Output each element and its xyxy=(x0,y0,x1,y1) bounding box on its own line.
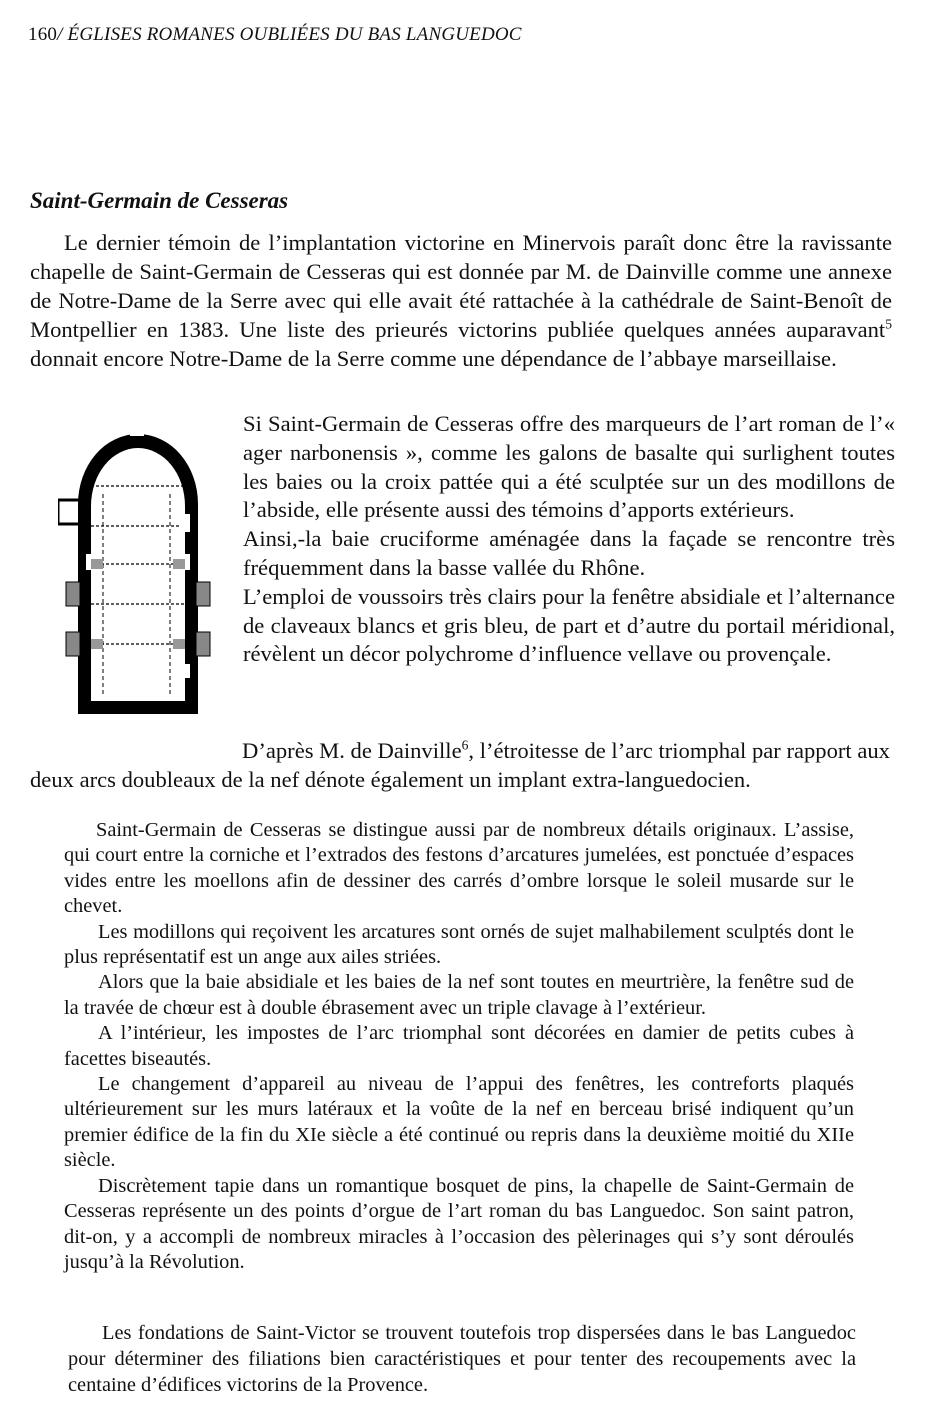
body-paragraph: Alors que la baie absidiale et les baies de la nef sont toutes en meurtrière, la fenêtre sud de la travée de chœur est à double ébrasement avec un triple clavage à l’extérieur. xyxy=(64,971,854,1019)
body-paragraph: Le changement d’appareil au niveau de l’appui des fenêtres, les contreforts plaqués ultérieurement sur les murs latéraux et la voûte de la nef en berceau brisé indiquent qu’un premier édifice de la fin du XIe siècle a été continué ou repris dans la deuxième moitié du XIIe siècle. xyxy=(64,1073,854,1172)
running-title: ÉGLISES ROMANES OUBLIÉES DU BAS LANGUEDOC xyxy=(67,24,522,45)
body-text xyxy=(64,818,854,1275)
body-paragraph: Les modillons qui reçoivent les arcatures sont ornés de sujet malhabilement sculptés dont le plus représentatif est un ange aux ailes striées. xyxy=(64,920,854,969)
running-head-separator: / xyxy=(57,24,63,45)
running-head xyxy=(28,24,522,46)
body-paragraph: Discrètement tapie dans un romantique bosquet de pins, la chapelle de Saint-Germain de Cesseras représente un des points d’orgue de l’art roman du bas Languedoc. Son saint patron, dit-on, y a accompli de nombreux miracles à l’occasion des pèlerinages qui s’y sont déroulés jusqu’à la Révolution. xyxy=(64,1174,854,1273)
plan-apse-window xyxy=(130,422,144,436)
body-paragraph: Saint-Germain de Cesseras se distingue aussi par de nombreux détails originaux. L’assise, qui court entre la corniche et l’extrados des festons d’arcatures jumelées, est ponctuée d’espaces vides entre les moellons afin de dessiner des carrés d’ombre lorsque le soleil musarde sur le chevet. xyxy=(64,819,854,918)
church-floor-plan xyxy=(58,414,218,720)
intro-text: Le dernier témoin de l’implantation victorine en Minervois paraît donc être la ravissante chapelle de Saint-Germain de Cesseras qui est donnée par M. de Dainville comme une annexe de Notre-Dame de la Serre avec qui elle avait été rattachée à la cathédrale de Saint-Benoît de Montpellier en 1383. Une liste des prieurés victorins publiée quelques années auparavant xyxy=(30,230,892,342)
plan-porch xyxy=(58,500,80,524)
wrapped-p4-text: D’après M. de Dainville xyxy=(242,738,462,763)
wrapped-p4-text-end: , l’étroitesse de l’arc triomphal par rapport aux deux arcs doubleaux de la nef dénote également un implant extra-languedocien. xyxy=(30,738,890,792)
wrapped-text xyxy=(243,410,895,669)
intro-paragraph xyxy=(30,228,892,373)
closing-paragraph: Les fondations de Saint-Victor se trouvent toutefois trop dispersées dans le bas Languedoc pour déterminer des filiations bien caractéristiques et pour tenter des recoupements avec la centaine d’édifices victorins de la Provence. xyxy=(68,1322,856,1396)
wrapped-paragraph-4 xyxy=(30,737,896,795)
body-paragraph: A l’intérieur, les impostes de l’arc triomphal sont décorées en damier de petits cubes à facettes biseautés. xyxy=(64,1022,854,1070)
footnote-ref-6: 6 xyxy=(461,737,469,753)
footnote-ref-5: 5 xyxy=(885,316,892,332)
wrapped-paragraph-3: L’emploi de voussoirs très clairs pour la fenêtre absidiale et l’alternance de claveaux blancs et gris bleu, de part et d’autre du portail méridional, révèlent un décor polychrome d’influence vellave ou provençale. xyxy=(243,583,895,667)
wrapped-paragraph-1: Si Saint-Germain de Cesseras offre des marqueurs de l’art roman de l’« ager narbonensis », comme les galons de basalte qui surlighent toutes les baies ou la croix pattée qui a été sculptée sur un des modillons de l’abside, elle présente aussi des témoins d’apports extérieurs. xyxy=(243,411,895,523)
wrapped-paragraph-2: Ainsi,-la baie cruciforme aménagée dans la façade se rencontre très fréquemment dans la basse vallée du Rhône. xyxy=(243,526,895,580)
intro-text-end: donnait encore Notre-Dame de la Serre comme une dépendance de l’abbaye marseillaise. xyxy=(30,346,837,371)
page-number: 160 xyxy=(28,24,58,45)
section-title: Saint-Germain de Cesseras xyxy=(30,188,289,213)
